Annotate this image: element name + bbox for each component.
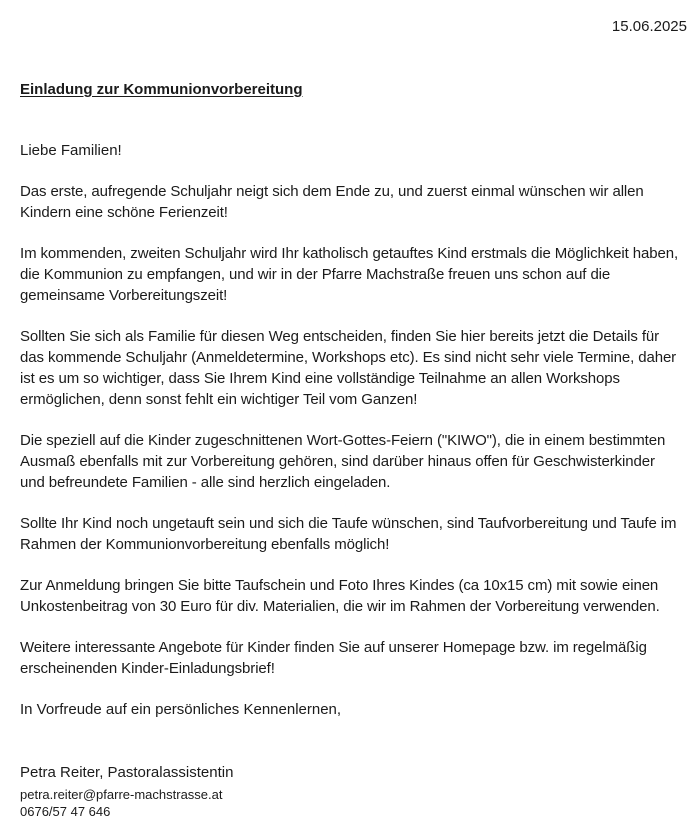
signature-phone: 0676/57 47 646	[20, 804, 111, 819]
document-date: 15.06.2025	[611, 18, 687, 35]
paragraph-communion-opportunity: Im kommenden, zweiten Schuljahr wird Ihr katholisch getauftes Kind erstmals die Möglichkeit haben, die Kommunion zu empfangen, und wir in der Pfarre Machstraße freuen uns schon auf die gemeinsame Vorbereitungszeit!	[20, 245, 679, 304]
paragraph-registration-items: Zur Anmeldung bringen Sie bitte Taufschein und Foto Ihres Kindes (ca 10x15 cm) mit sowie einen Unkostenbeitrag von 30 Euro für div. Materialien, die wir im Rahmen der Vorbereitung verwenden.	[20, 577, 660, 615]
document-heading: Einladung zur Kommunionvorbereitung	[20, 81, 303, 98]
signature-block	[20, 762, 687, 820]
signature-email: petra.reiter@pfarre-machstrasse.at	[20, 787, 223, 802]
signature-name: Petra Reiter, Pastoralassistentin	[20, 764, 234, 781]
salutation: Liebe Familien!	[20, 142, 122, 159]
closing-line: In Vorfreude auf ein persönliches Kennenlernen,	[20, 701, 342, 718]
paragraph-kiwo-services: Die speziell auf die Kinder zugeschnittenen Wort-Gottes-Feiern ("KIWO"), die in einem bestimmten Ausmaß ebenfalls mit zur Vorbereitung gehören, sind darüber hinaus offen für Geschwisterkinder und befreundete Familien - alle sind herzlich eingeladen.	[20, 432, 666, 491]
paragraph-school-year-end: Das erste, aufregende Schuljahr neigt sich dem Ende zu, und zuerst einmal wünschen wir allen Kindern eine schöne Ferienzeit!	[20, 183, 644, 221]
paragraph-baptism-option: Sollte Ihr Kind noch ungetauft sein und sich die Taufe wünschen, sind Taufvorbereitung und Taufe im Rahmen der Kommunionvorbereitung ebenfalls möglich!	[20, 515, 677, 553]
paragraph-registration-details: Sollten Sie sich als Familie für diesen Weg entscheiden, finden Sie hier bereits jetzt die Details für das kommende Schuljahr (Anmeldetermine, Workshops etc). Es sind nicht sehr viele Termine, daher ist es um so wichtiger, dass Sie Ihrem Kind eine vollständige Teilnahme an allen Workshops ermöglichen, denn sonst fehlt ein wichtiger Teil vom Ganzen!	[20, 328, 677, 408]
paragraph-further-offers: Weitere interessante Angebote für Kinder finden Sie auf unserer Homepage bzw. im regelmäßig erscheinenden Kinder-Einladungsbrief!	[20, 639, 647, 677]
